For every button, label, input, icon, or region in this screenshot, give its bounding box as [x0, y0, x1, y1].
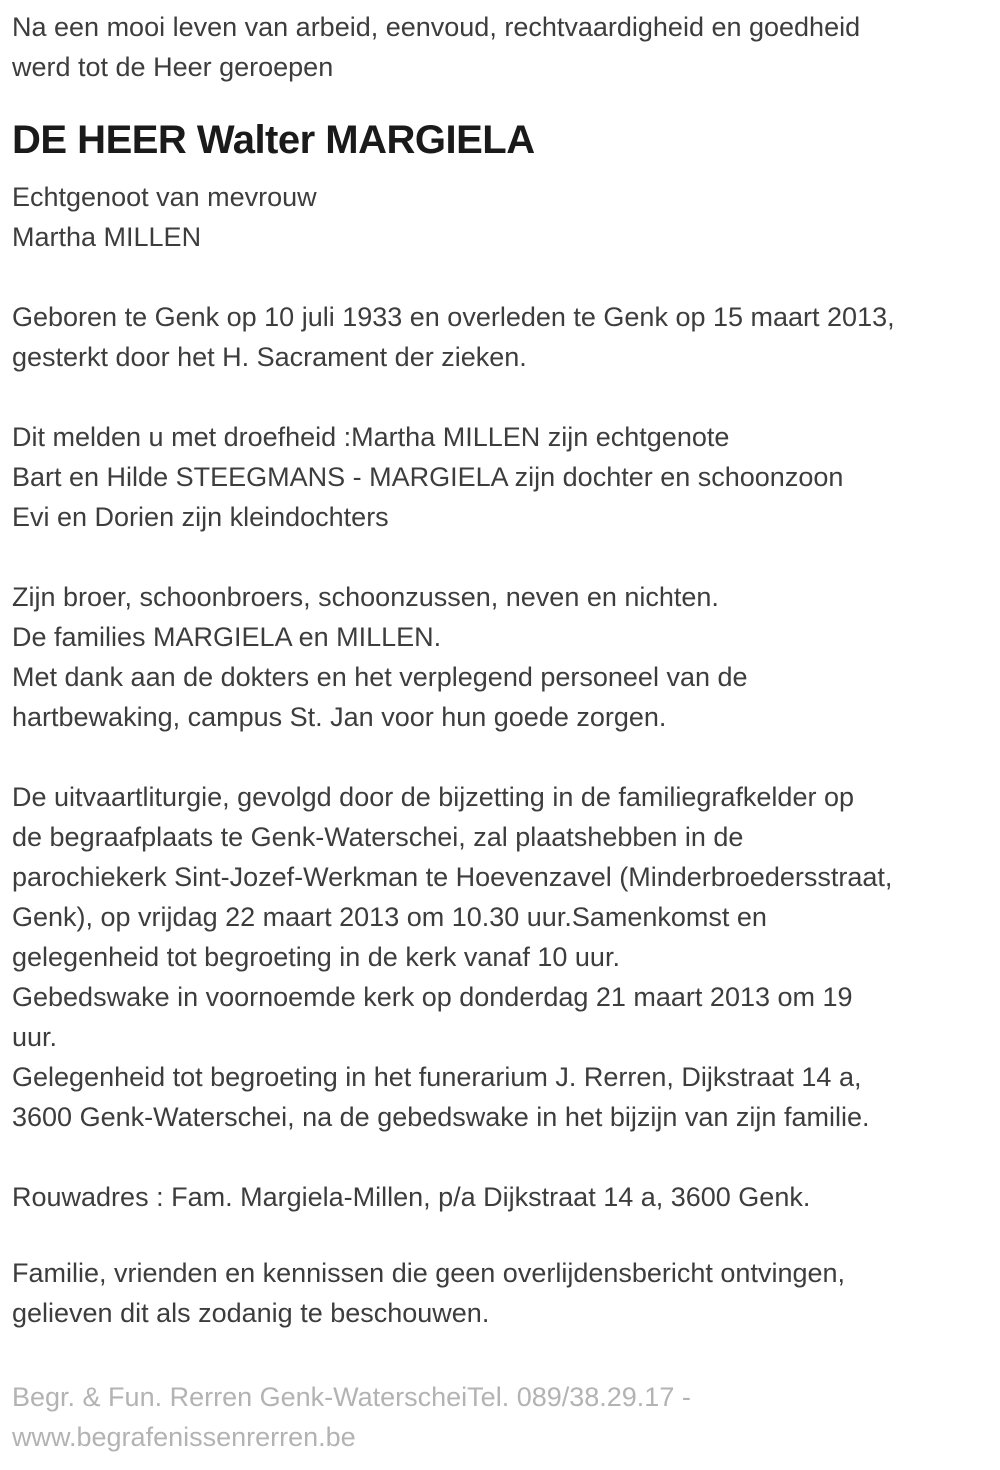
- spouse-name: Martha MILLEN: [12, 222, 202, 252]
- intro-line: Na een mooi leven van arbeid, eenvoud, rechtvaardigheid en goedheid: [12, 12, 861, 42]
- closing-notice: [12, 1253, 992, 1333]
- relation-line: Echtgenoot van mevrouw: [12, 182, 317, 212]
- relatives-line: hartbewaking, campus St. Jan voor hun goede zorgen.: [12, 702, 667, 732]
- funeral-home-footer: [12, 1377, 992, 1457]
- funeral-home-website: www.begrafenissenrerren.be: [12, 1422, 356, 1452]
- relatives-line: Zijn broer, schoonbroers, schoonzussen, neven en nichten.: [12, 582, 719, 612]
- announcer-line: Dit melden u met droefheid :Martha MILLEN zijn echtgenote: [12, 422, 730, 452]
- announcing-family: [12, 417, 992, 537]
- ceremony-line: Gebedswake in voornoemde kerk op donderdag 21 maart 2013 om 19: [12, 982, 853, 1012]
- closing-line: gelieven dit als zodanig te beschouwen.: [12, 1298, 490, 1328]
- relatives-and-thanks: [12, 577, 992, 737]
- ceremony-line: uur.: [12, 1022, 58, 1052]
- funeral-home-contact: Begr. & Fun. Rerren Genk-WaterscheiTel. 089/38.29.17 -: [12, 1382, 691, 1412]
- ceremony-details: [12, 777, 992, 1137]
- announcer-line: Bart en Hilde STEEGMANS - MARGIELA zijn dochter en schoonzoon: [12, 462, 844, 492]
- closing-line: Familie, vrienden en kennissen die geen overlijdensbericht ontvingen,: [12, 1258, 846, 1288]
- mourning-address: [12, 1177, 992, 1217]
- ceremony-line: 3600 Genk-Waterschei, na de gebedswake in het bijzijn van zijn familie.: [12, 1102, 870, 1132]
- ceremony-line: de begraafplaats te Genk-Waterschei, zal plaatshebben in de: [12, 822, 744, 852]
- ceremony-line: Gelegenheid tot begroeting in het funerarium J. Rerren, Dijkstraat 14 a,: [12, 1062, 862, 1092]
- birth-death-line: Geboren te Genk op 10 juli 1933 en overleden te Genk op 15 maart 2013,: [12, 302, 895, 332]
- relatives-line: Met dank aan de dokters en het verplegend personeel van de: [12, 662, 748, 692]
- birth-death-line: gesterkt door het H. Sacrament der zieken.: [12, 342, 527, 372]
- spouse-relation: [12, 177, 992, 257]
- ceremony-line: parochiekerk Sint-Jozef-Werkman te Hoevenzavel (Minderbroedersstraat,: [12, 862, 893, 892]
- ceremony-line: gelegenheid tot begroeting in de kerk vanaf 10 uur.: [12, 942, 620, 972]
- deceased-name-title: DE HEER Walter MARGIELA: [12, 118, 535, 162]
- mourning-address-line: Rouwadres : Fam. Margiela-Millen, p/a Dijkstraat 14 a, 3600 Genk.: [12, 1182, 811, 1212]
- announcer-line: Evi en Dorien zijn kleindochters: [12, 502, 389, 532]
- intro-line: werd tot de Heer geroepen: [12, 52, 334, 82]
- relatives-line: De families MARGIELA en MILLEN.: [12, 622, 442, 652]
- intro-text: [12, 7, 992, 87]
- ceremony-line: Genk), op vrijdag 22 maart 2013 om 10.30 uur.Samenkomst en: [12, 902, 767, 932]
- ceremony-line: De uitvaartliturgie, gevolgd door de bijzetting in de familiegrafkelder op: [12, 782, 854, 812]
- birth-death-info: [12, 297, 992, 377]
